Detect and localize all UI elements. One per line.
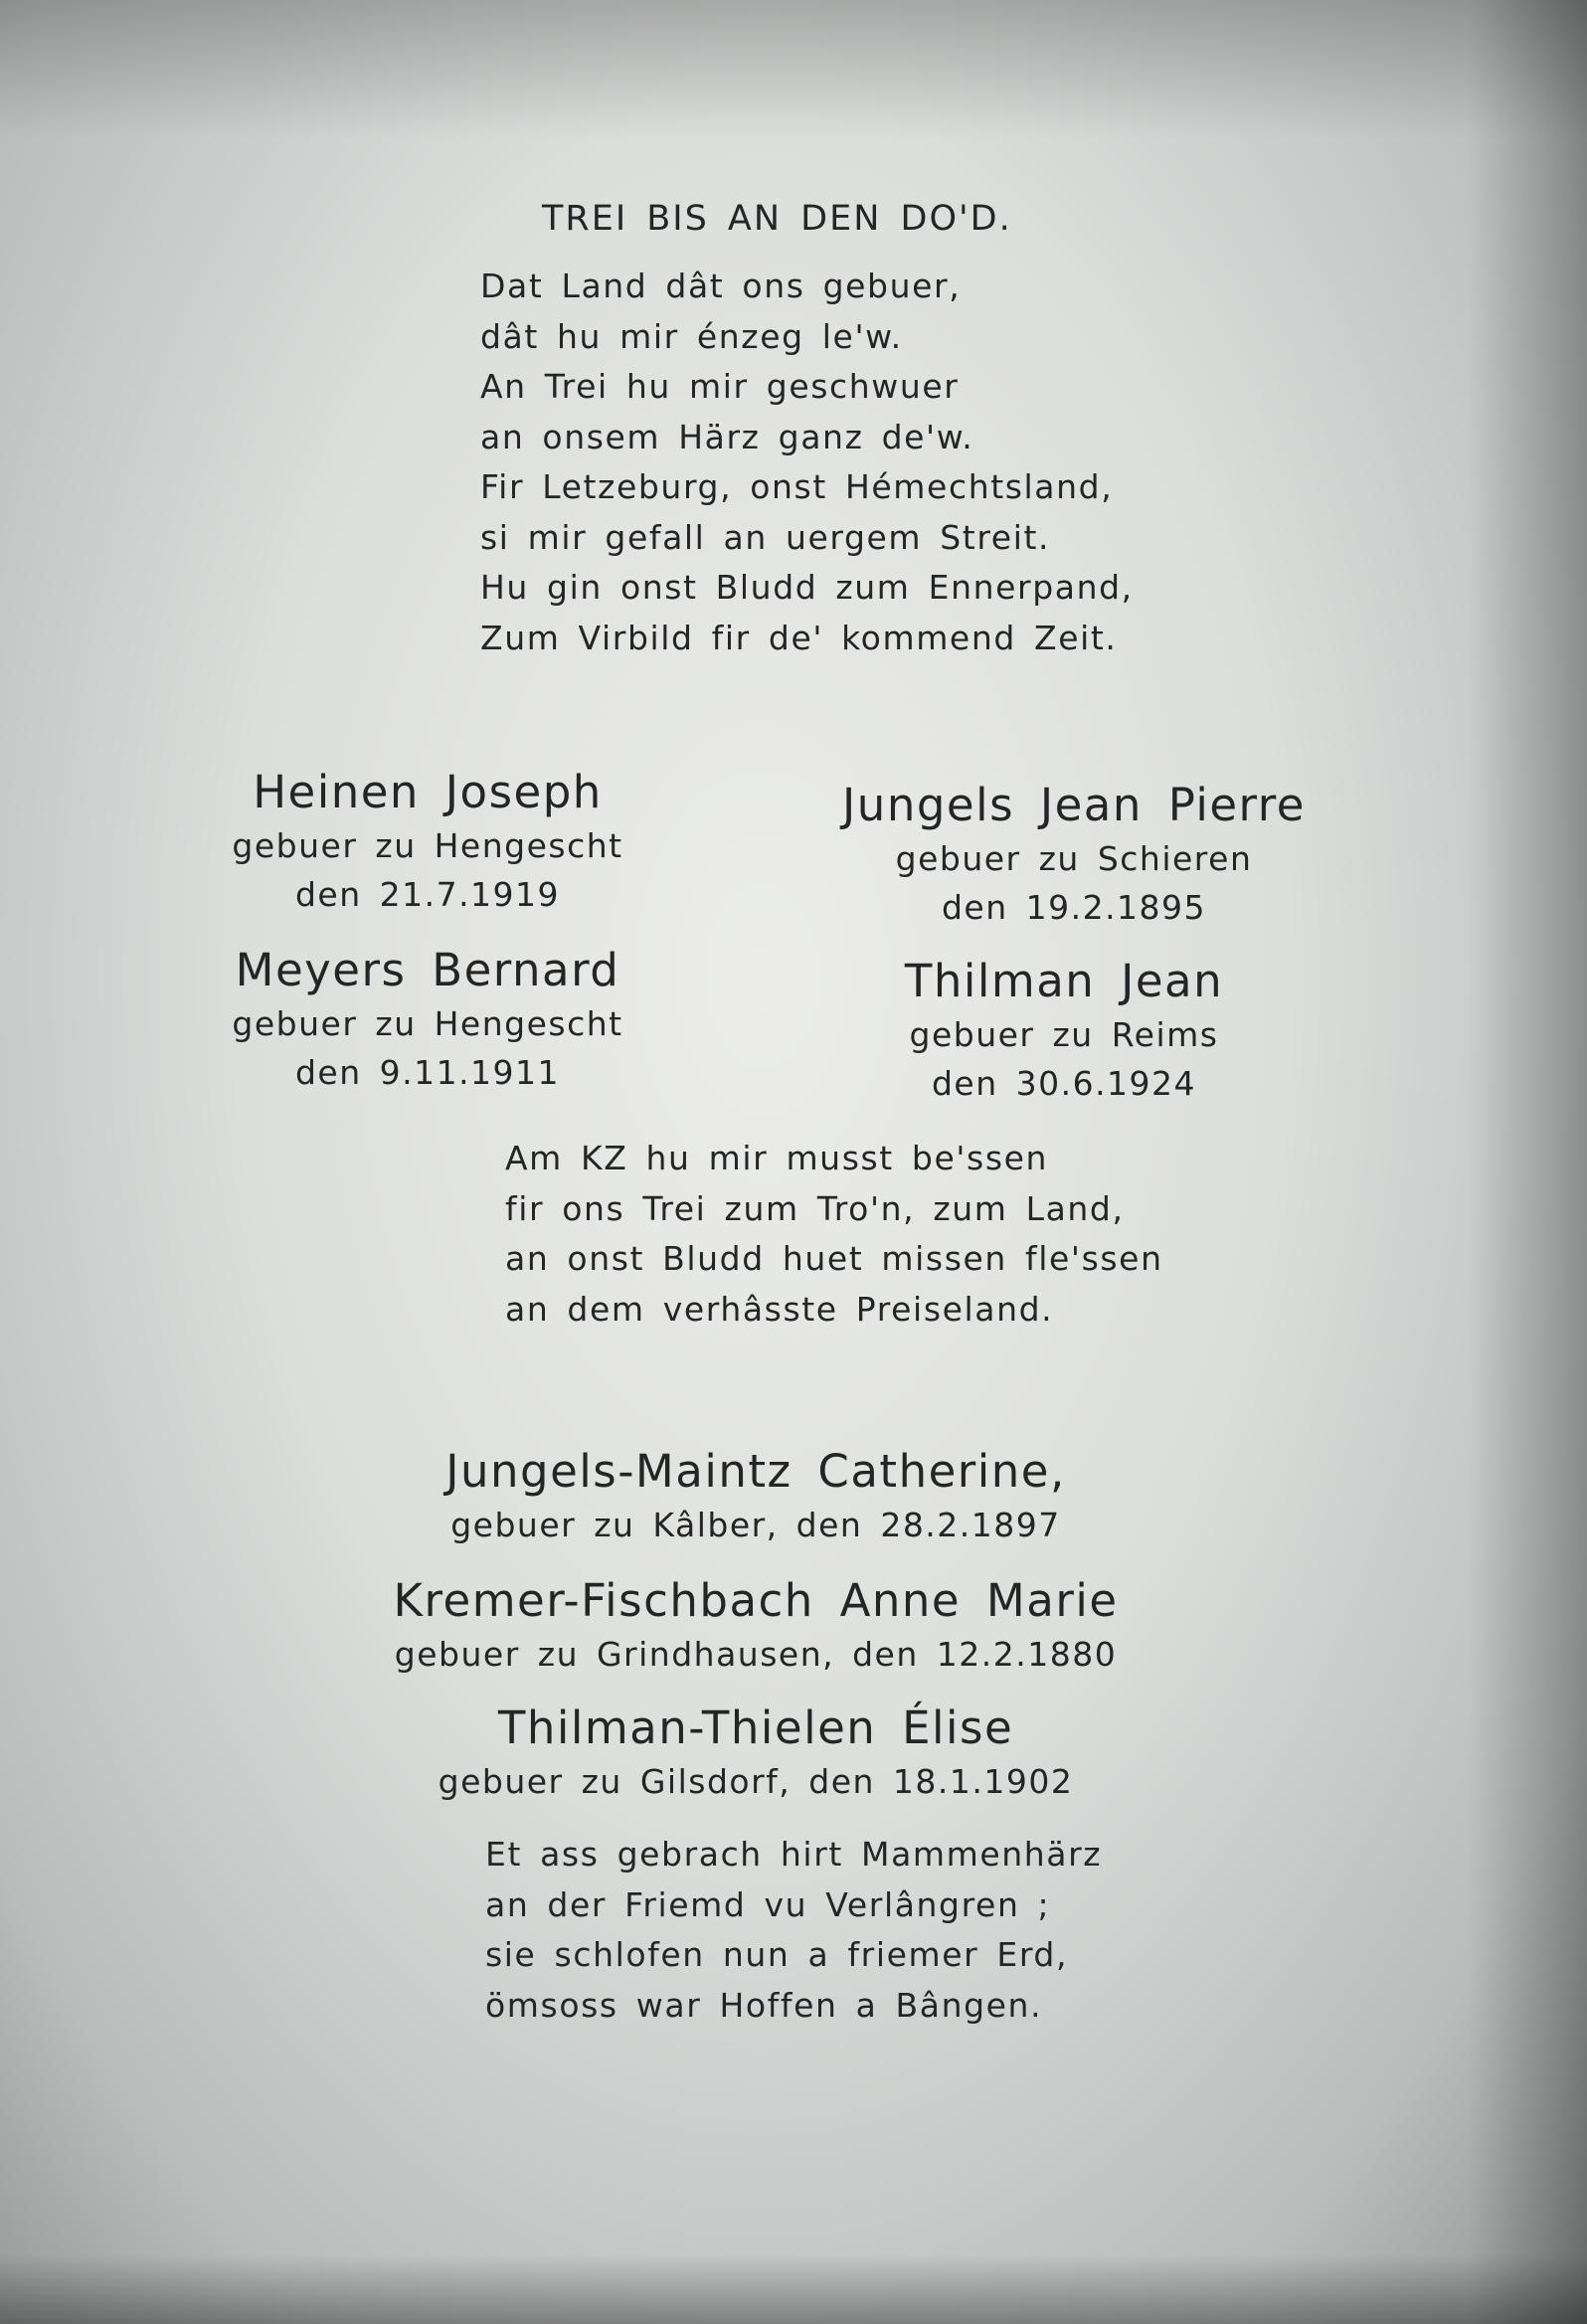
verse-1 — [480, 262, 1134, 663]
person-birth: gebuer zu Gilsdorf, den 18.1.1902 — [438, 1762, 1074, 1801]
person-name: Heinen Joseph — [253, 766, 603, 818]
person-name: Meyers Bernard — [235, 944, 620, 996]
person-name: Jungels-Maintz Catherine, — [445, 1445, 1066, 1498]
page-shadow-bottom — [0, 2254, 1587, 2324]
verse-line: Am KZ hu mir musst be'ssen — [505, 1139, 1049, 1177]
person-entry — [358, 1571, 1153, 1679]
verse-line: Dat Land dât ons gebuer, — [480, 267, 962, 305]
verse-line: si mir gefall an uergem Streit. — [480, 517, 1051, 557]
verse-line: an onst Bludd huet missen fle'ssen — [505, 1239, 1163, 1278]
person-birthdate: den 19.2.1895 — [941, 888, 1207, 927]
person-birthdate: den 9.11.1911 — [294, 1053, 561, 1092]
person-entry — [169, 942, 686, 1097]
verse-2 — [505, 1134, 1163, 1335]
person-name: Jungels Jean Pierre — [842, 779, 1306, 831]
verse-line: Et ass gebrach hirt Mammenhärz — [485, 1835, 1103, 1874]
verse-line: an onsem Härz ganz de'w. — [480, 417, 974, 456]
verse-line: ömsoss war Hoffen a Bângen. — [485, 1985, 1043, 2025]
person-birth: gebuer zu Kâlber, den 28.2.1897 — [450, 1506, 1061, 1544]
verse-line: Zum Virbild fir de' kommend Zeit. — [480, 618, 1118, 657]
person-birthplace: gebuer zu Reims — [909, 1015, 1219, 1054]
person-birthplace: gebuer zu Schieren — [895, 839, 1253, 878]
page-shadow-right — [1468, 0, 1587, 2324]
person-birthdate: den 30.6.1924 — [931, 1064, 1197, 1103]
person-name: Kremer-Fischbach Anne Marie — [393, 1574, 1119, 1627]
person-entry — [815, 777, 1332, 932]
person-birthdate: den 21.7.1919 — [294, 875, 561, 914]
person-birthplace: gebuer zu Hengescht — [232, 1004, 623, 1043]
poem-title: TREI BIS AN DEN DO'D. — [542, 199, 1012, 239]
verse-line: an dem verhâsste Preiseland. — [505, 1289, 1054, 1329]
verse-line: An Trei hu mir geschwuer — [480, 367, 960, 406]
verse-line: Fir Letzeburg, onst Hémechtsland, — [480, 467, 1114, 506]
person-name: Thilman-Thielen Élise — [497, 1701, 1014, 1754]
person-birthplace: gebuer zu Hengescht — [232, 826, 623, 865]
person-entry — [169, 764, 686, 919]
person-birth: gebuer zu Grindhausen, den 12.2.1880 — [394, 1635, 1118, 1674]
page-shadow-top — [0, 0, 1587, 139]
person-entry — [358, 1442, 1153, 1549]
verse-line: dât hu mir énzeg le'w. — [480, 316, 903, 356]
verse-line: an der Friemd vu Verlângren ; — [485, 1884, 1051, 1924]
verse-line: fir ons Trei zum Tro'n, zum Land, — [505, 1188, 1125, 1228]
person-entry — [358, 1698, 1153, 1806]
person-entry — [805, 953, 1322, 1108]
person-name: Thilman Jean — [904, 955, 1224, 1007]
verse-line: Hu gin onst Bludd zum Ennerpand, — [480, 568, 1134, 607]
verse-line: sie schlofen nun a friemer Erd, — [485, 1935, 1069, 1974]
verse-3 — [485, 1830, 1102, 2031]
